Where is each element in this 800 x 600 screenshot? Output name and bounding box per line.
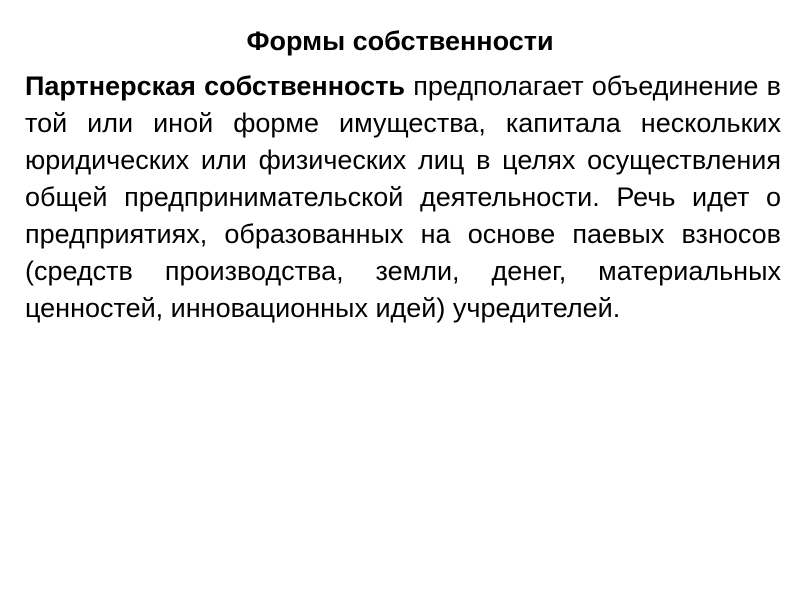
slide-title: Формы собственности — [246, 26, 554, 56]
slide-body-description: предполагает объединение в той или иной форме имущества, капитала нескольких юридических или физических лиц в целях осуществления общей предпринимательской деятельности. Речь идет о предприятиях, образованных на основе паевых взносов (средств производства, земли, денег, материальных ценностей, инновационных идей) учредителей. — [25, 71, 781, 323]
slide-body-lead-term: Партнерская собственность — [25, 71, 406, 101]
slide-body-paragraph — [25, 68, 781, 327]
